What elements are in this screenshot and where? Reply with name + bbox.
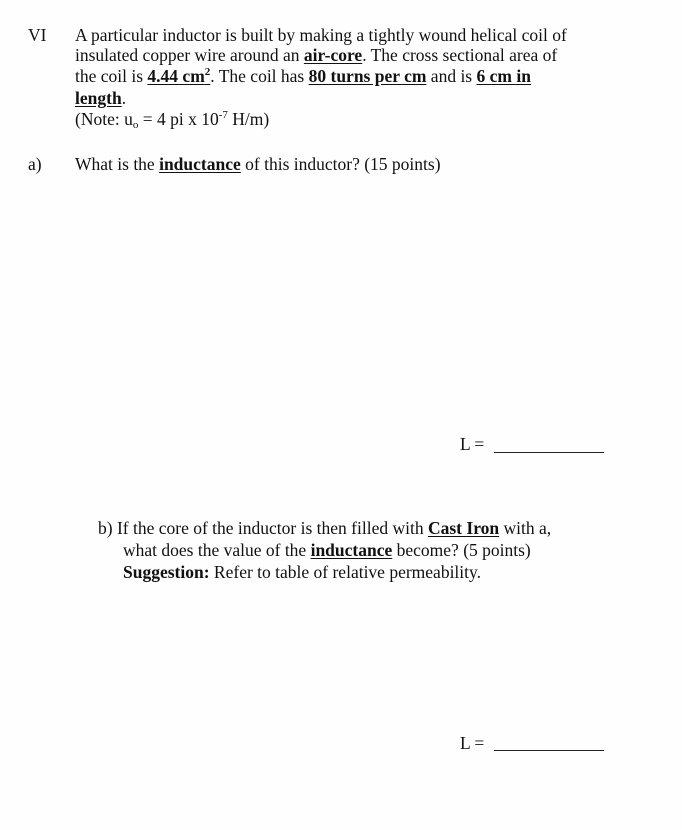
part-b-line-2 xyxy=(123,540,531,560)
part-b-text: become? (5 points) xyxy=(392,540,531,560)
problem-number: VI xyxy=(28,25,47,45)
inductance-keyword: inductance xyxy=(159,154,241,174)
part-b-text: b) If the core of the inductor is then filled with xyxy=(98,518,428,538)
note-subscript: o xyxy=(132,119,139,131)
intro-text: . The coil has xyxy=(210,66,309,86)
intro-line-4 xyxy=(75,88,126,108)
intro-line-1: A particular inductor is built by making a tightly wound helical coil of xyxy=(75,25,567,45)
question-text: What is the xyxy=(75,154,160,174)
part-b-suggestion xyxy=(123,562,481,582)
intro-text: the coil is xyxy=(75,66,148,86)
note-text: (Note: u xyxy=(75,109,133,129)
note-text: H/m) xyxy=(227,109,270,129)
area-exponent: 2 xyxy=(204,66,211,78)
length-value: 6 cm in xyxy=(476,66,531,86)
part-b-text: what does the value of the xyxy=(123,540,311,560)
part-a-answer-label: L = xyxy=(460,434,485,454)
intro-text: and is xyxy=(426,66,477,86)
note-line xyxy=(75,109,269,129)
core-type-highlight: air-core xyxy=(303,45,363,65)
intro-text: . xyxy=(121,88,127,108)
intro-line-2 xyxy=(75,45,557,65)
part-b-line-1 xyxy=(98,518,551,538)
area-number: 4.44 cm xyxy=(147,66,205,86)
part-b-answer-blank[interactable] xyxy=(494,750,604,751)
part-b-answer-label: L = xyxy=(460,733,485,753)
part-a-answer-blank[interactable] xyxy=(494,452,604,453)
suggestion-label: Suggestion: xyxy=(123,562,210,582)
intro-text: insulated copper wire around an xyxy=(75,45,304,65)
intro-line-3 xyxy=(75,66,531,86)
inductance-keyword: inductance xyxy=(310,540,393,560)
note-exponent: -7 xyxy=(218,109,228,121)
part-a-label: a) xyxy=(28,154,42,174)
suggestion-text: Refer to table of relative permeability. xyxy=(209,562,482,582)
cast-iron-highlight: Cast Iron xyxy=(427,518,500,538)
area-value xyxy=(147,66,210,86)
turns-value: 80 turns per cm xyxy=(308,66,427,86)
intro-text: . The cross sectional area of xyxy=(362,45,558,65)
part-b-text: with a, xyxy=(499,518,552,538)
question-text: of this inductor? (15 points) xyxy=(240,154,441,174)
part-a-question xyxy=(75,154,441,174)
note-text: = 4 pi x 10 xyxy=(138,109,219,129)
length-unit: length xyxy=(75,88,122,108)
